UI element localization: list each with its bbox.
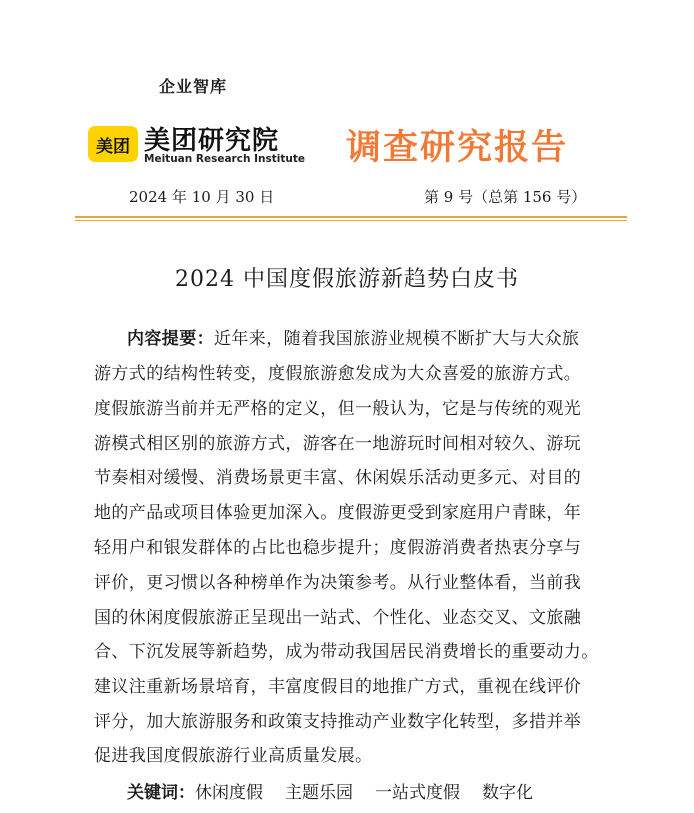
- series-name: 企业智库: [159, 77, 228, 96]
- keyword: 主题乐园: [285, 783, 353, 803]
- document-title: 2024 中国度假旅游新趋势白皮书: [175, 267, 519, 292]
- abstract-line: [127, 329, 647, 349]
- abstract-line: 合、下沉发展等新趋势，成为带动我国居民消费增长的重要动力。: [94, 642, 599, 662]
- report-type-title: 调查研究报告: [346, 128, 569, 168]
- abstract-line: 轻用户和银发群体的占比也稳步提升；度假游消费者热衷分享与: [94, 538, 582, 558]
- header-divider: [75, 216, 627, 218]
- abstract-label: 内容提要：: [127, 329, 214, 349]
- abstract-line: 游方式的结构性转变，度假旅游愈发成为大众喜爱的旅游方式。: [94, 364, 582, 384]
- keywords: [127, 778, 555, 803]
- abstract-line: 评分，加大旅游服务和政策支持推动产业数字化转型，多措并举: [94, 712, 582, 732]
- keyword: 数字化: [482, 783, 533, 803]
- report-date: 2024 年 10 月 30 日: [129, 188, 275, 206]
- meituan-logo-icon: [88, 126, 138, 162]
- org-name-cn: 美团研究院: [144, 126, 280, 156]
- keyword: 一站式度假: [375, 783, 460, 803]
- abstract-line: 游模式相区别的旅游方式，游客在一地游玩时间相对较久、游玩: [94, 434, 582, 454]
- report-issue-number: 第 9 号（总第 156 号）: [424, 188, 587, 206]
- header-divider-thin: [75, 220, 627, 221]
- keyword: 休闲度假: [195, 783, 263, 803]
- org-name-en: Meituan Research Institute: [144, 153, 305, 165]
- abstract-line: 节奏相对缓慢、消费场景更丰富、休闲娱乐活动更多元、对目的: [94, 468, 582, 488]
- abstract-line: 地的产品或项目体验更加深入。度假游更受到家庭用户青睐，年: [94, 503, 582, 523]
- abstract-line: 度假旅游当前并无严格的定义，但一般认为，它是与传统的观光: [94, 399, 582, 419]
- abstract-text: 近年来，随着我国旅游业规模不断扩大与大众旅: [214, 329, 580, 349]
- abstract-line: 评价，更习惯以各种榜单作为决策参考。从行业整体看，当前我: [94, 573, 582, 593]
- abstract-line: 建议注重新场景培育，丰富度假目的地推广方式，重视在线评价: [94, 677, 582, 697]
- abstract-line: 国的休闲度假旅游正呈现出一站式、个性化、业态交叉、文旅融: [94, 608, 582, 628]
- logo-mark-text: 美团: [96, 136, 130, 157]
- abstract-line: 促进我国度假旅游行业高质量发展。: [94, 746, 373, 766]
- keywords-label: 关键词：: [127, 783, 195, 803]
